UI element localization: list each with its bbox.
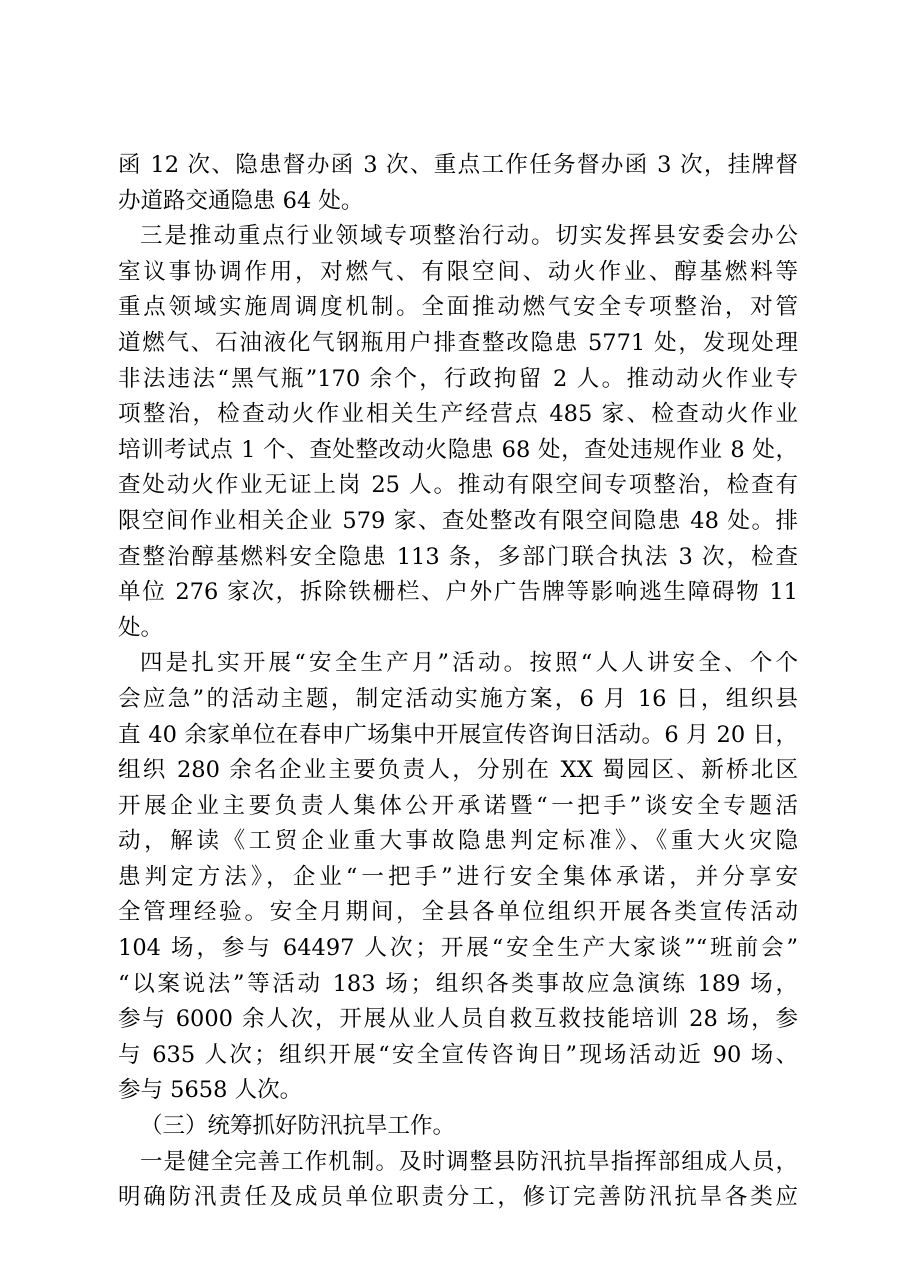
- text-line-6: 道燃气、石油液化气钢瓶用户排查整改隐患 5771 处，发现处理: [118, 329, 798, 356]
- text-line-2: 办道路交通隐患 64 处。: [118, 187, 364, 214]
- section-heading-3: （三）统筹抓好防汛抗旱工作。: [140, 1113, 456, 1140]
- document-body: [118, 148, 798, 1216]
- text-line-21: 患判定方法》，企业“一把手”进行安全集体承诺，并分享安: [118, 863, 798, 890]
- text-line-17: 直 40 余家单位在春申广场集中开展宣传咨询日活动。6 月 20 日，: [118, 721, 798, 748]
- text-line-11: 限空间作业相关企业 579 家、查处整改有限空间隐患 48 处。排: [118, 507, 798, 534]
- text-line-13: 单位 276 家次，拆除铁栅栏、户外广告牌等影响逃生障碍物 11: [118, 579, 798, 606]
- text-line-1: 函 12 次、隐患督办函 3 次、重点工作任务督办函 3 次，挂牌督: [118, 152, 798, 178]
- paragraph-4-start: 四是扎实开展“安全生产月”活动。按照“人人讲安全、个个: [140, 650, 798, 677]
- text-line-16: 会应急”的活动主题，制定活动实施方案，6 月 16 日，组织县: [118, 685, 798, 712]
- text-line-10: 查处动火作业无证上岗 25 人。推动有限空间专项整治，检查有: [118, 472, 798, 499]
- text-line-30: 明确防汛责任及成员单位职责分工，修订完善防汛抗旱各类应: [118, 1184, 798, 1211]
- text-line-18: 组织 280 余名企业主要负责人，分别在 XX 蜀园区、新桥北区: [118, 757, 798, 784]
- text-line-8: 项整治，检查动火作业相关生产经营点 485 家、检查动火作业: [118, 401, 798, 428]
- text-line-25: 参与 6000 余人次，开展从业人员自救互救技能培训 28 场，参: [118, 1006, 798, 1033]
- text-line-7: 非法违法“黑气瓶”170 余个，行政拘留 2 人。推动动火作业专: [118, 365, 798, 392]
- text-line-20: 动，解读《工贸企业重大事故隐患判定标准》、《重大火灾隐: [118, 828, 798, 855]
- text-line-27: 参与 5658 人次。: [118, 1077, 303, 1104]
- paragraph-3-start: 三是推动重点行业领域专项整治行动。切实发挥县安委会办公: [140, 223, 798, 250]
- text-line-5: 重点领域实施周调度机制。全面推动燃气安全专项整治，对管: [118, 294, 798, 321]
- text-line-23: 104 场，参与 64497 人次；开展“安全生产大家谈”“班前会”: [118, 935, 798, 962]
- text-line-24: “以案说法”等活动 183 场；组织各类事故应急演练 189 场，: [118, 970, 798, 997]
- paragraph-5-start: 一是健全完善工作机制。及时调整县防汛抗旱指挥部组成人员，: [140, 1148, 798, 1175]
- text-line-26: 与 635 人次；组织开展“安全宣传咨询日”现场活动近 90 场、: [118, 1041, 798, 1068]
- text-line-14: 处。: [118, 614, 164, 641]
- text-line-9: 培训考试点 1 个、查处整改动火隐患 68 处，查处违规作业 8 处，: [118, 436, 798, 463]
- text-line-4: 室议事协调作用，对燃气、有限空间、动火作业、醇基燃料等: [118, 258, 798, 285]
- text-line-22: 全管理经验。安全月期间，全县各单位组织开展各类宣传活动: [118, 899, 798, 926]
- text-line-19: 开展企业主要负责人集体公开承诺暨“一把手”谈安全专题活: [118, 792, 798, 819]
- text-line-12: 查整治醇基燃料安全隐患 113 条，多部门联合执法 3 次，检查: [118, 543, 798, 570]
